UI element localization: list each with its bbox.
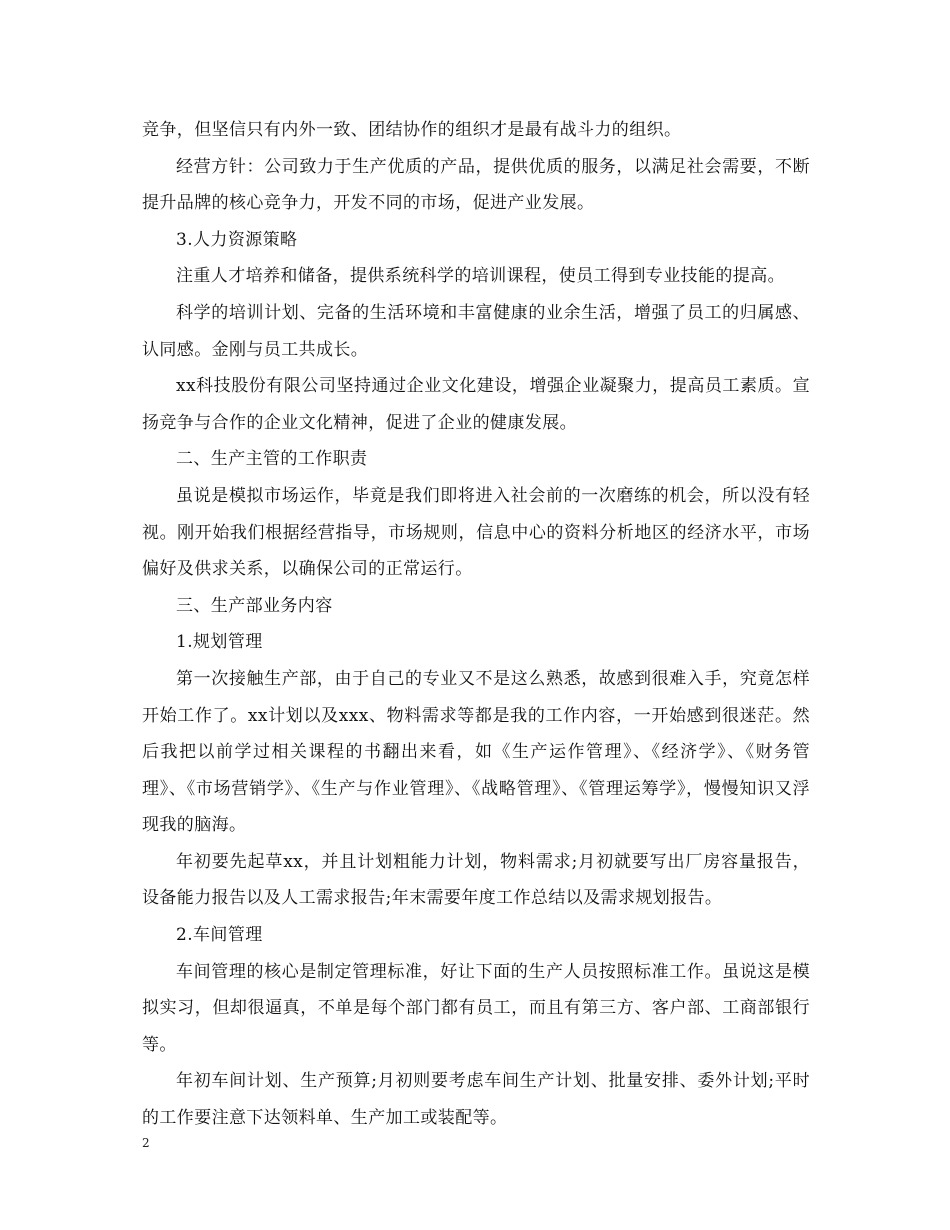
paragraph-market-simulation: 虽说是模拟市场运作，毕竟是我们即将进入社会前的一次磨练的机会，所以没有轻视。刚开始我们根据经营指导，市场规则，信息中心的资料分析地区的经济水平，市场偏好及供求关系，以确保公司的正常运行。 [142, 485, 810, 580]
paragraph-workshop-plan: 年初车间计划、生产预算;月初则要考虑车间生产计划、批量安排、委外计划;平时的工作要注意下达领料单、生产加工或装配等。 [142, 1071, 810, 1129]
paragraph-yearly-reports: 年初要先起草xx，并且计划粗能力计划，物料需求;月初就要写出厂房容量报告，设备能力报告以及人工需求报告;年末需要年度工作总结以及需求规划报告。 [142, 851, 810, 909]
heading-planning-management: 1.规划管理 [176, 632, 263, 653]
heading-hr-strategy: 3.人力资源策略 [176, 229, 298, 250]
heading-production-supervisor-duties: 二、生产主管的工作职责 [176, 449, 368, 470]
heading-workshop-management: 2.车间管理 [176, 925, 263, 946]
document-body [142, 112, 810, 1137]
page-number: 2 [142, 1136, 150, 1150]
paragraph-business-policy: 经营方针：公司致力于生产优质的产品，提供优质的服务，以满足社会需要，不断提升品牌的核心竞争力，开发不同的市场，促进产业发展。 [142, 156, 810, 214]
paragraph-training-plan: 科学的培训计划、完备的生活环境和丰富健康的业余生活，增强了员工的归属感、认同感。金刚与员工共成长。 [142, 302, 810, 360]
paragraph-corporate-culture: xx科技股份有限公司坚持通过企业文化建设，增强企业凝聚力，提高员工素质。宣扬竞争与合作的企业文化精神，促进了企业的健康发展。 [142, 376, 810, 433]
paragraph-continuation: 竞争，但坚信只有内外一致、团结协作的组织才是最有战斗力的组织。 [142, 120, 682, 140]
paragraph-first-contact: 第一次接触生产部，由于自己的专业又不是这么熟悉，故感到很难入手，究竟怎样开始工作了。xx计划以及xxx、物料需求等都是我的工作内容，一开始感到很迷茫。然后我把以前学过相关课程的书翻出来看，如《生产运作管理》、《经济学》、《财务管理》、《市场营销学》、《生产与作业管理》、《战略管理》、《管理运筹学》，慢慢知识又浮现我的脑海。 [142, 668, 810, 836]
paragraph-talent-training: 注重人才培养和储备，提供系统科学的培训课程，使员工得到专业技能的提高。 [176, 266, 785, 287]
heading-production-business: 三、生产部业务内容 [176, 595, 333, 616]
paragraph-workshop-core: 车间管理的核心是制定管理标准，好让下面的生产人员按照标准工作。虽说这是模拟实习，但却很逼真，不单是每个部门都有员工，而且有第三方、客户部、工商部银行等。 [142, 961, 810, 1055]
